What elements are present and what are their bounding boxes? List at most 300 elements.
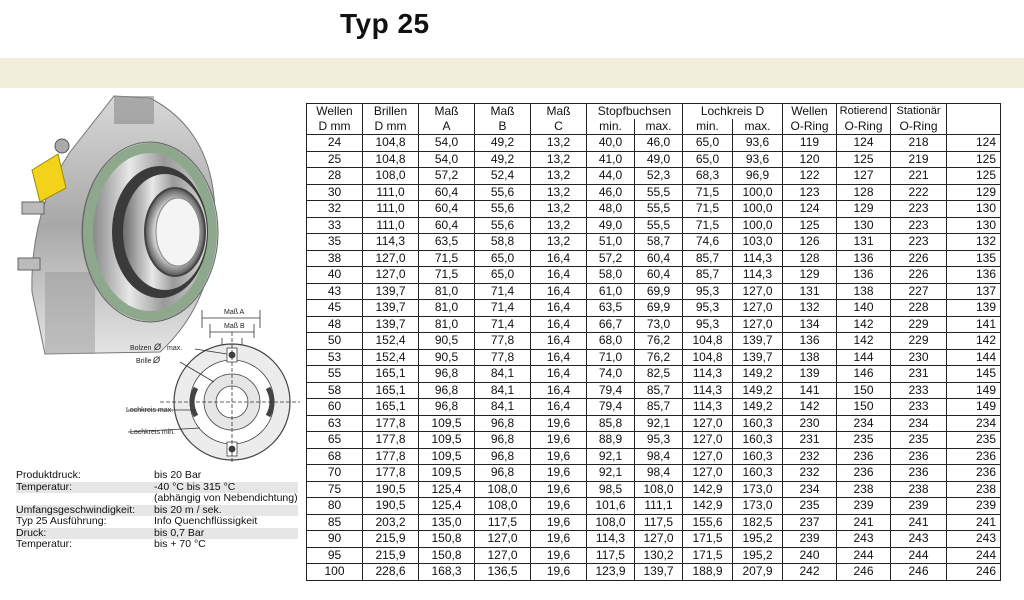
table-cell: 96,8 [475, 415, 531, 432]
table-cell: 226 [891, 250, 947, 267]
table-cell: 139,7 [363, 300, 419, 317]
table-cell: 40 [307, 267, 363, 284]
table-cell: 168,3 [419, 564, 475, 581]
table-cell: 149,2 [733, 382, 783, 399]
spec-value: Info Quenchflüssigkeit [154, 516, 258, 527]
table-cell: 127,0 [683, 415, 733, 432]
table-row [307, 201, 1001, 218]
table-cell: 171,5 [683, 547, 733, 564]
table-cell: 139,7 [363, 316, 419, 333]
table-cell: 88,9 [587, 432, 635, 449]
table-cell: 114,3 [683, 366, 733, 383]
table-cell: 96,9 [733, 168, 783, 185]
table-cell: 127,0 [733, 300, 783, 317]
table-cell: 16,4 [531, 366, 587, 383]
table-cell: 60,4 [635, 250, 683, 267]
table-cell: 136 [837, 267, 891, 284]
table-cell: 74,0 [587, 366, 635, 383]
table-cell: 80 [307, 498, 363, 515]
table-cell: 55 [307, 366, 363, 383]
table-cell: 63,5 [587, 300, 635, 317]
table-cell: 246 [891, 564, 947, 581]
table-cell: 125 [947, 168, 1001, 185]
header-cell: max. [635, 119, 683, 135]
table-cell: 136,5 [475, 564, 531, 581]
table-cell: 92,1 [587, 448, 635, 465]
table-cell: 104,8 [683, 333, 733, 350]
table-cell: 165,1 [363, 382, 419, 399]
table-cell: 96,8 [419, 382, 475, 399]
bolzen-label: Bolzen [130, 345, 152, 352]
table-cell: 246 [837, 564, 891, 581]
table-cell: 93,6 [733, 135, 783, 152]
table-row [307, 217, 1001, 234]
table-cell: 129 [783, 267, 837, 284]
table-cell: 228,6 [363, 564, 419, 581]
table-cell: 58,8 [475, 234, 531, 251]
table-cell: 177,8 [363, 465, 419, 482]
product-illustration [10, 92, 300, 462]
table-cell: 95,3 [635, 432, 683, 449]
table-row [307, 283, 1001, 300]
table-cell: 104,8 [363, 151, 419, 168]
table-cell: 104,8 [683, 349, 733, 366]
table-cell: 114,3 [733, 250, 783, 267]
seal-sleeve-icon [82, 142, 218, 322]
spec-key: Temperatur: [16, 539, 73, 550]
table-cell: 141 [783, 382, 837, 399]
table-cell: 229 [891, 333, 947, 350]
table-cell: 71,5 [683, 217, 733, 234]
table-cell: 49,2 [475, 135, 531, 152]
table-row [307, 531, 1001, 548]
table-cell: 150,8 [419, 531, 475, 548]
table-cell: 150 [837, 399, 891, 416]
table-cell: 230 [891, 349, 947, 366]
table-cell: 84,1 [475, 399, 531, 416]
table-cell: 235 [947, 432, 1001, 449]
table-cell: 16,4 [531, 333, 587, 350]
table-cell: 19,6 [531, 448, 587, 465]
table-cell: 95,3 [683, 316, 733, 333]
table-cell: 82,5 [635, 366, 683, 383]
table-body [307, 135, 1001, 581]
table-cell: 231 [891, 366, 947, 383]
table-cell: 70 [307, 465, 363, 482]
table-cell: 69,9 [635, 283, 683, 300]
table-cell: 173,0 [733, 481, 783, 498]
table-cell: 32 [307, 201, 363, 218]
table-cell: 243 [947, 531, 1001, 548]
table-cell: 16,4 [531, 382, 587, 399]
table-cell: 96,8 [475, 432, 531, 449]
table-cell: 228 [891, 300, 947, 317]
table-cell: 55,6 [475, 184, 531, 201]
table-cell: 195,2 [733, 547, 783, 564]
table-cell: 109,5 [419, 432, 475, 449]
table-cell: 227 [891, 283, 947, 300]
table-cell: 109,5 [419, 448, 475, 465]
table-cell: 43 [307, 283, 363, 300]
table-cell: 81,0 [419, 300, 475, 317]
table-cell: 13,2 [531, 151, 587, 168]
page-title: Typ 25 [340, 8, 430, 39]
header-cell: Stationär [891, 104, 947, 120]
table-cell: 71,4 [475, 300, 531, 317]
header-cell: Wellen [307, 104, 363, 120]
table-cell: 19,6 [531, 432, 587, 449]
table-cell: 234 [891, 415, 947, 432]
table-cell: 76,2 [635, 333, 683, 350]
table-cell: 221 [891, 168, 947, 185]
spec-row [16, 539, 298, 551]
table-cell: 114,3 [683, 382, 733, 399]
table-cell: 71,5 [419, 267, 475, 284]
table-cell: 109,5 [419, 415, 475, 432]
table-cell: 122 [783, 168, 837, 185]
table-cell: 190,5 [363, 481, 419, 498]
diameter-icon: Ø [153, 355, 161, 365]
table-cell: 109,5 [419, 465, 475, 482]
table-cell: 92,1 [635, 415, 683, 432]
spec-value: bis 20 Bar [154, 470, 202, 481]
table-cell: 127,0 [635, 531, 683, 548]
dimensions-table [306, 103, 1001, 581]
table-cell: 90 [307, 531, 363, 548]
table-cell: 238 [891, 481, 947, 498]
table-cell: 49,2 [475, 151, 531, 168]
table-cell: 108,0 [475, 498, 531, 515]
header-cell: Brillen [363, 104, 419, 120]
table-row [307, 135, 1001, 152]
table-cell: 55,6 [475, 217, 531, 234]
table-cell: 237 [783, 514, 837, 531]
spec-key: Umfangsgeschwindigkeit: [16, 504, 136, 516]
spec-key: Druck: [16, 527, 47, 539]
mass-b-label: Maß B [224, 323, 245, 330]
table-cell: 117,5 [635, 514, 683, 531]
spec-value: bis 0,7 Bar [154, 527, 205, 539]
table-cell: 81,0 [419, 283, 475, 300]
table-cell: 71,4 [475, 283, 531, 300]
header-cell: min. [587, 119, 635, 135]
table-row [307, 184, 1001, 201]
table-cell: 243 [837, 531, 891, 548]
table-cell: 234 [783, 481, 837, 498]
table-cell: 238 [947, 481, 1001, 498]
table-row [307, 432, 1001, 449]
table-cell: 111,0 [363, 217, 419, 234]
table-cell: 136 [947, 267, 1001, 284]
table-cell: 19,6 [531, 465, 587, 482]
table-cell: 177,8 [363, 448, 419, 465]
table-cell: 100,0 [733, 201, 783, 218]
table-cell: 125 [947, 151, 1001, 168]
table-cell: 16,4 [531, 399, 587, 416]
table-cell: 55,6 [475, 201, 531, 218]
table-cell: 150 [837, 382, 891, 399]
table-cell: 136 [837, 250, 891, 267]
spec-row [16, 482, 298, 494]
table-row [307, 448, 1001, 465]
table-cell: 79,4 [587, 382, 635, 399]
table-cell: 13,2 [531, 184, 587, 201]
table-cell: 16,4 [531, 300, 587, 317]
table-cell: 124 [947, 135, 1001, 152]
header-cell: C [531, 119, 587, 135]
table-row [307, 514, 1001, 531]
table-cell: 13,2 [531, 201, 587, 218]
table-cell: 58,0 [587, 267, 635, 284]
header-cell: Stopfbuchsen [587, 104, 683, 120]
brille-label: Brille [136, 358, 152, 365]
table-header [307, 104, 1001, 135]
table-cell: 128 [837, 184, 891, 201]
table-cell: 117,5 [587, 547, 635, 564]
table-cell: 120 [783, 151, 837, 168]
table-cell: 98,4 [635, 465, 683, 482]
table-cell: 139 [947, 300, 1001, 317]
table-cell: 124 [783, 201, 837, 218]
table-cell: 73,0 [635, 316, 683, 333]
table-cell: 142 [837, 316, 891, 333]
header-cell: Lochkreis D [683, 104, 783, 120]
table-cell: 241 [947, 514, 1001, 531]
table-cell: 130,2 [635, 547, 683, 564]
table-cell: 188,9 [683, 564, 733, 581]
table-cell: 90,5 [419, 349, 475, 366]
specs-list [16, 470, 298, 551]
table-cell: 114,3 [587, 531, 635, 548]
table-cell: 236 [891, 448, 947, 465]
table-cell: 244 [891, 547, 947, 564]
table-cell: 63,5 [419, 234, 475, 251]
diameter-icon: Ø [154, 342, 162, 352]
table-cell: 85 [307, 514, 363, 531]
table-cell: 230 [783, 415, 837, 432]
table-cell: 236 [947, 448, 1001, 465]
spec-key [16, 493, 154, 505]
table-cell: 60,4 [419, 217, 475, 234]
table-cell: 218 [891, 135, 947, 152]
table-row [307, 250, 1001, 267]
table-row [307, 481, 1001, 498]
spec-value: bis 20 m / sek. [154, 504, 222, 516]
table-cell: 63 [307, 415, 363, 432]
table-cell: 46,0 [635, 135, 683, 152]
table-cell: 132 [947, 234, 1001, 251]
table-cell: 241 [837, 514, 891, 531]
header-cell [947, 119, 1001, 135]
table-cell: 236 [947, 465, 1001, 482]
table-cell: 40,0 [587, 135, 635, 152]
table-cell: 53 [307, 349, 363, 366]
table-cell: 13,2 [531, 234, 587, 251]
table-cell: 142,9 [683, 481, 733, 498]
table-cell: 155,6 [683, 514, 733, 531]
table-cell: 149,2 [733, 366, 783, 383]
table-cell: 139,7 [733, 349, 783, 366]
table-cell: 111,0 [363, 184, 419, 201]
table-cell: 207,9 [733, 564, 783, 581]
header-cell: O-Ring [783, 119, 837, 135]
table-cell: 19,6 [531, 564, 587, 581]
table-cell: 49,0 [635, 151, 683, 168]
table-cell: 142 [783, 399, 837, 416]
header-cell: Maß [531, 104, 587, 120]
spec-key: Typ 25 Ausführung: [16, 516, 107, 527]
table-cell: 138 [837, 283, 891, 300]
table-cell: 74,6 [683, 234, 733, 251]
spec-row [16, 470, 298, 482]
table-cell: 160,3 [733, 432, 783, 449]
table-cell: 244 [947, 547, 1001, 564]
table-cell: 85,7 [635, 382, 683, 399]
table-cell: 60,4 [419, 184, 475, 201]
table-cell: 142,9 [683, 498, 733, 515]
table-cell: 240 [783, 547, 837, 564]
table-cell: 223 [891, 234, 947, 251]
table-row [307, 399, 1001, 416]
table-cell: 215,9 [363, 531, 419, 548]
spec-value: -40 °C bis 315 °C [154, 481, 236, 493]
header-cell: A [419, 119, 475, 135]
header-cell: min. [683, 119, 733, 135]
table-cell: 48 [307, 316, 363, 333]
table-cell: 51,0 [587, 234, 635, 251]
table-cell: 125,4 [419, 498, 475, 515]
table-cell: 65,0 [475, 250, 531, 267]
table-cell: 16,4 [531, 283, 587, 300]
header-cell: Rotierend [837, 104, 891, 120]
table-cell: 100,0 [733, 184, 783, 201]
table-cell: 128 [783, 250, 837, 267]
table-cell: 58,7 [635, 234, 683, 251]
table-cell: 235 [891, 432, 947, 449]
table-cell: 19,6 [531, 514, 587, 531]
table-cell: 19,6 [531, 498, 587, 515]
table-cell: 234 [837, 415, 891, 432]
table-cell: 117,5 [475, 514, 531, 531]
table-cell: 203,2 [363, 514, 419, 531]
table-cell: 125 [837, 151, 891, 168]
table-cell: 131 [783, 283, 837, 300]
table-cell: 52,4 [475, 168, 531, 185]
table-cell: 160,3 [733, 415, 783, 432]
table-cell: 232 [783, 465, 837, 482]
table-cell: 126 [783, 234, 837, 251]
table-cell: 111,1 [635, 498, 683, 515]
table-cell: 127 [837, 168, 891, 185]
table-cell: 84,1 [475, 366, 531, 383]
table-row [307, 366, 1001, 383]
header-cell: O-Ring [837, 119, 891, 135]
table-cell: 244 [837, 547, 891, 564]
table-cell: 16,4 [531, 316, 587, 333]
table-cell: 108,0 [363, 168, 419, 185]
table-cell: 96,8 [475, 448, 531, 465]
table-cell: 140 [837, 300, 891, 317]
spec-value: bis + 70 °C [154, 539, 206, 550]
table-cell: 146 [837, 366, 891, 383]
table-cell: 239 [891, 498, 947, 515]
table-cell: 71,5 [683, 184, 733, 201]
table-cell: 127,0 [683, 432, 733, 449]
table-row [307, 349, 1001, 366]
table-cell: 13,2 [531, 217, 587, 234]
table-cell: 145 [947, 366, 1001, 383]
table-cell: 127,0 [733, 283, 783, 300]
table-cell: 13,2 [531, 168, 587, 185]
table-cell: 190,5 [363, 498, 419, 515]
table-cell: 223 [891, 201, 947, 218]
header-cell: D mm [363, 119, 419, 135]
table-cell: 75 [307, 481, 363, 498]
table-cell: 160,3 [733, 465, 783, 482]
table-cell: 84,1 [475, 382, 531, 399]
table-cell: 177,8 [363, 432, 419, 449]
table-cell: 96,8 [419, 366, 475, 383]
table-cell: 144 [837, 349, 891, 366]
table-row [307, 498, 1001, 515]
table-cell: 54,0 [419, 135, 475, 152]
table-cell: 129 [947, 184, 1001, 201]
lochkreis-min-label: Lochkreis min. [130, 429, 176, 436]
table-cell: 127,0 [475, 531, 531, 548]
table-cell: 130 [947, 201, 1001, 218]
table-cell: 142 [947, 333, 1001, 350]
header-cell: Wellen [783, 104, 837, 120]
table-cell: 60,4 [635, 267, 683, 284]
table-cell: 246 [947, 564, 1001, 581]
table-cell: 236 [891, 465, 947, 482]
table-row [307, 333, 1001, 350]
table-cell: 100,0 [733, 217, 783, 234]
table-cell: 233 [891, 399, 947, 416]
spec-value: (abhängig von Nebendichtung) [154, 493, 298, 504]
table-cell: 165,1 [363, 366, 419, 383]
table-cell: 54,0 [419, 151, 475, 168]
header-cell: D mm [307, 119, 363, 135]
table-cell: 119 [783, 135, 837, 152]
table-cell: 114,3 [363, 234, 419, 251]
table-cell: 229 [891, 316, 947, 333]
header-cell: max. [733, 119, 783, 135]
table-cell: 139 [783, 366, 837, 383]
bolzen-max-label: max. [167, 345, 183, 352]
table-cell: 76,2 [635, 349, 683, 366]
header-cell: B [475, 119, 531, 135]
table-cell: 137 [947, 283, 1001, 300]
table-cell: 50 [307, 333, 363, 350]
table-cell: 127,0 [683, 448, 733, 465]
table-cell: 19,6 [531, 415, 587, 432]
table-cell: 142 [837, 333, 891, 350]
table-cell: 103,0 [733, 234, 783, 251]
table-cell: 58 [307, 382, 363, 399]
table-cell: 171,5 [683, 531, 733, 548]
table-cell: 108,0 [587, 514, 635, 531]
mass-a-label: Maß A [224, 309, 245, 316]
table-cell: 65,0 [475, 267, 531, 284]
table-cell: 85,7 [683, 250, 733, 267]
table-cell: 93,6 [733, 151, 783, 168]
table-cell: 127,0 [683, 465, 733, 482]
table-row [307, 415, 1001, 432]
table-cell: 85,8 [587, 415, 635, 432]
table-cell: 239 [783, 531, 837, 548]
table-cell: 95 [307, 547, 363, 564]
